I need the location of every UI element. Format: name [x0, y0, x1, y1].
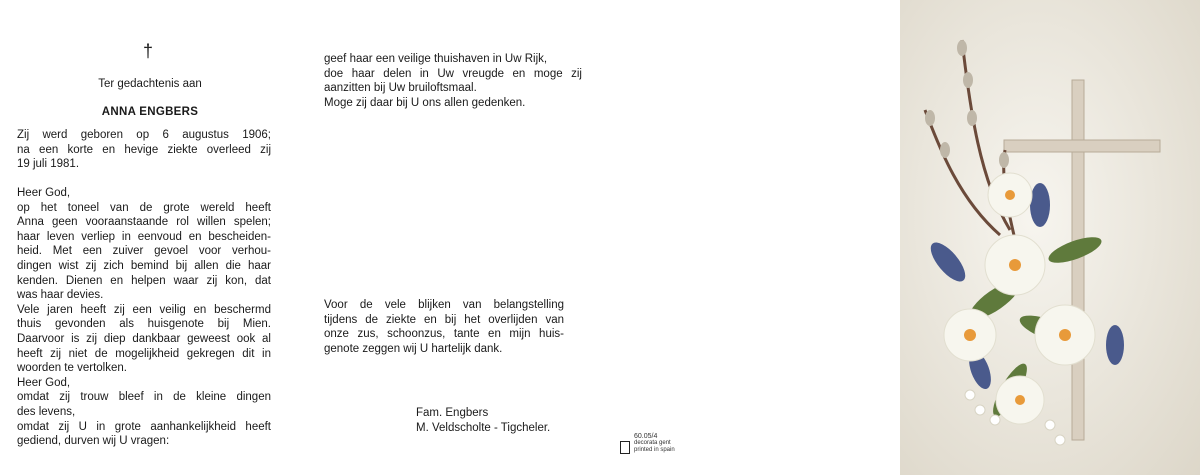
text-line: Voor de vele blijken van belangstelling	[324, 299, 564, 311]
publisher-mark	[620, 433, 675, 454]
text-line: woorden te vertolken.	[17, 362, 127, 375]
text-line: Daarvoor is zij diep dankbaar geweest ook al	[17, 332, 271, 345]
card-panel-image	[900, 0, 1200, 475]
card-panel-middle	[300, 0, 600, 475]
text-line: Moge zij daar bij U ons allen gedenken.	[324, 96, 526, 109]
text-line: aanzitten bij Uw bruiloftsmaal.	[324, 82, 477, 95]
text-line: na een korte en hevige ziekte overleed zij	[17, 143, 271, 156]
deceased-name: ANNA ENGBERS	[101, 106, 199, 118]
text-line: op het toneel van de grote wereld heeft	[17, 201, 271, 214]
text-line: des levens,	[17, 405, 76, 418]
birth-death-text	[17, 128, 271, 172]
text-line: gediend, durven wij U vragen:	[17, 435, 170, 448]
text-line: omdat zij trouw bleef in de kleine dingen	[17, 391, 271, 404]
text-line: Anna geen vooraanstaande rol willen spelen;	[17, 216, 271, 229]
cross-symbol: †	[143, 41, 154, 61]
text-line: geef haar een veilige thuishaven in Uw Rijk,	[324, 53, 548, 65]
text-line: onze zus, schoonzus, tante en mijn huis-	[324, 328, 564, 341]
publisher-line: printed in spain	[634, 447, 675, 453]
text-line: Zij werd geboren op 6 augustus 1906;	[17, 129, 271, 141]
prayer-text	[17, 186, 271, 449]
publisher-line: decorata gent	[634, 440, 671, 446]
text-line: dingen wist zij zich bemind bij allen die haar	[17, 259, 271, 272]
text-line: heid. Met een zuiver gevoel voor verhou-	[17, 245, 271, 258]
image-background	[900, 0, 1200, 475]
text-line: Heer God,	[17, 187, 71, 199]
text-line: tijdens de ziekte en bij het overlijden van	[324, 313, 564, 326]
text-line: 19 juli 1981.	[17, 158, 80, 171]
flower-bouquet-with-cross-image	[900, 0, 1200, 475]
card-panel-left	[0, 0, 300, 475]
card-panel-back	[600, 0, 900, 475]
intro-text: Ter gedachtenis aan	[98, 78, 202, 90]
publisher-code: 60.05/4	[634, 433, 658, 440]
signature	[416, 406, 550, 435]
text-line: omdat zij U in grote aanhankelijkheid heeft	[17, 420, 271, 433]
thanks-text	[324, 298, 564, 356]
text-line: thuis gevonden als huisgenote bij Mien.	[17, 318, 271, 331]
signature-line: M. Veldscholte - Tigcheler.	[416, 421, 551, 434]
text-line: heeft zij niet de mogelijkheid gekregen dit in	[17, 347, 271, 360]
prayer-continued-text	[324, 52, 582, 110]
text-line: haar leven verliep in eenvoud en bescheiden-	[17, 230, 271, 243]
text-line: was haar devies.	[17, 289, 104, 302]
signature-line: Fam. Engbers	[416, 407, 489, 419]
text-line: doe haar delen in Uw vreugde en moge zij	[324, 67, 582, 80]
text-line: kenden. Dienen en helpen waar zij kon, dat	[17, 274, 271, 287]
text-line: genote zeggen wij U hartelijk dank.	[324, 342, 503, 355]
text-line: Heer God,	[17, 376, 71, 389]
publisher-logo-icon	[620, 441, 630, 454]
text-line: Vele jaren heeft zij een veilig en beschermd	[17, 303, 271, 316]
